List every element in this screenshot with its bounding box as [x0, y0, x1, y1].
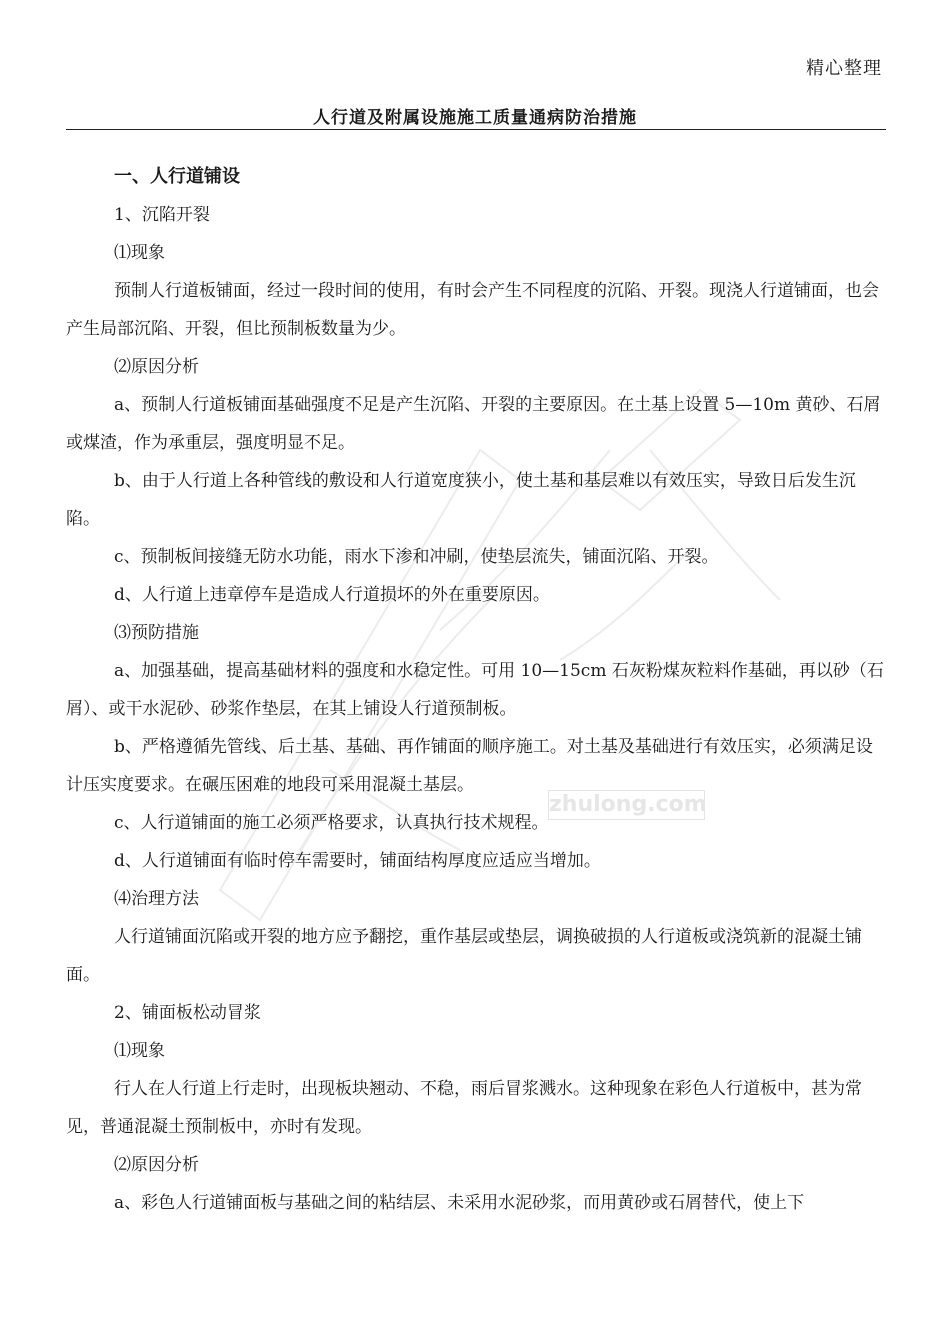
paragraph: 人行道铺面沉陷或开裂的地方应予翻挖，重作基层或垫层，调换破损的人行道板或浇筑新的混凝土铺面。 [66, 927, 862, 985]
section-heading: 一、人行道铺设 [114, 166, 240, 187]
paragraph: d、人行道铺面有临时停车需要时，铺面结构厚度应适应当增加。 [114, 851, 601, 871]
document-title: 人行道及附属设施施工质量通病防治措施 [313, 108, 637, 128]
document-body [66, 158, 886, 1222]
paragraph: ⑶预防措施 [114, 623, 199, 643]
paragraph: c、预制板间接缝无防水功能，雨水下渗和冲刷，使垫层流失，铺面沉陷、开裂。 [114, 547, 719, 567]
paragraph: 行人在人行道上行走时，出现板块翘动、不稳，雨后冒浆溅水。这种现象在彩色人行道板中，甚为常见，普通混凝土预制板中，亦时有发现。 [66, 1079, 862, 1137]
paragraph: b、由于人行道上各种管线的敷设和人行道宽度狭小，使土基和基层难以有效压实，导致日后发生沉陷。 [66, 471, 856, 529]
title-divider [66, 129, 886, 130]
paragraph: a、彩色人行道铺面板与基础之间的粘结层、未采用水泥砂浆，而用黄砂或石屑替代，使上下 [114, 1193, 805, 1213]
paragraph: 1、沉陷开裂 [114, 205, 210, 225]
header-note: 精心整理 [806, 58, 882, 79]
paragraph: ⑴现象 [114, 1041, 165, 1061]
paragraph: c、人行道铺面的施工必须严格要求，认真执行技术规程。 [114, 813, 549, 833]
paragraph: ⑵原因分析 [114, 357, 199, 377]
paragraph: ⑴现象 [114, 243, 165, 263]
paragraph: d、人行道上违章停车是造成人行道损坏的外在重要原因。 [114, 585, 550, 605]
paragraph: a、预制人行道板铺面基础强度不足是产生沉陷、开裂的主要原因。在土基上设置 5—10m 黄砂、石屑或煤渣，作为承重层，强度明显不足。 [66, 395, 881, 453]
paragraph: 预制人行道板铺面，经过一段时间的使用，有时会产生不同程度的沉陷、开裂。现浇人行道铺面，也会产生局部沉陷、开裂，但比预制板数量为少。 [66, 281, 879, 339]
paragraph: 2、铺面板松动冒浆 [114, 1003, 261, 1023]
paragraph: b、严格遵循先管线、后土基、基础、再作铺面的顺序施工。对土基及基础进行有效压实，必须满足设计压实度要求。在碾压困难的地段可采用混凝土基层。 [66, 737, 873, 795]
paragraph: ⑵原因分析 [114, 1155, 199, 1175]
paragraph: ⑷治理方法 [114, 889, 199, 909]
paragraph: a、加强基础，提高基础材料的强度和水稳定性。可用 10—15cm 石灰粉煤灰粒料作基础，再以砂（石屑）、或干水泥砂、砂浆作垫层，在其上铺设人行道预制板。 [66, 661, 884, 719]
watermark-text: zhulong.com [548, 790, 705, 820]
